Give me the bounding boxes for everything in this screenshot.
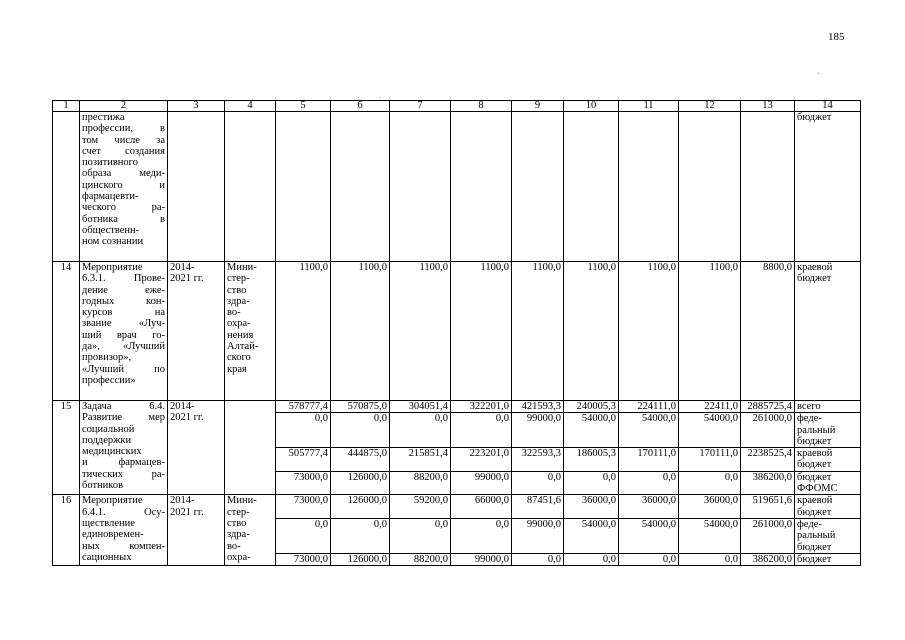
value-cell: 261000,0 [741,518,795,553]
value-cell: 22411,0 [679,401,741,413]
column-header: 3 [168,101,225,112]
cell-line: феде- [797,413,822,425]
cell-line: всего [797,401,821,412]
source-cell [795,413,861,448]
cell-line: охра- [227,318,251,330]
cell-line: здра- [227,295,250,307]
cell-line: ческого ра- [82,202,165,214]
value-cell: 0,0 [619,471,679,495]
value-cell: 223201,0 [451,448,512,472]
cell-line: 2021 гг. [170,506,204,518]
period-cell [168,495,225,566]
value-cell [619,112,679,262]
value-cell: 505777,4 [276,448,331,472]
cell-line: бюджет [797,459,832,471]
cell-line: ществление [82,517,135,529]
cell-line: бюджет [797,553,832,565]
column-header: 13 [741,101,795,112]
column-header: 14 [795,101,861,112]
value-cell: 73000,0 [276,471,331,495]
column-header: 4 [225,101,276,112]
cell-line: тических ра- [82,468,165,480]
cell-line: во- [227,540,241,552]
cell-line: Мероприятие [82,495,143,507]
column-header: 12 [679,101,741,112]
value-cell: 66000,0 [451,495,512,519]
value-cell: 73000,0 [276,495,331,519]
cell-line: позитивного [82,157,138,169]
cell-line: профессии, в [82,123,165,135]
value-cell: 0,0 [512,471,564,495]
source-cell [795,262,861,401]
value-cell: 36000,0 [619,495,679,519]
period-cell [168,112,225,262]
value-cell [331,112,390,262]
value-cell: 0,0 [390,413,451,448]
value-cell: 0,0 [512,553,564,565]
cell-line: Алтай- [227,341,259,353]
value-cell: 73000,0 [276,553,331,565]
cell-line: профессии» [82,374,136,386]
cell-line: 2014- [170,262,195,273]
value-cell [679,112,741,262]
value-cell: 0,0 [451,518,512,553]
value-cell: 54000,0 [619,518,679,553]
value-cell: 88200,0 [390,553,451,565]
value-cell: 1100,0 [512,262,564,401]
value-cell: 261000,0 [741,413,795,448]
column-header: 9 [512,101,564,112]
table-row-14 [53,262,861,401]
period-cell [168,401,225,495]
cell-line: бюджет [797,435,832,447]
cell-line: краевой [797,495,833,507]
cell-line: бюджет [797,273,832,285]
value-cell: 99000,0 [512,518,564,553]
value-cell: 36000,0 [679,495,741,519]
cell-line: социальной [82,423,135,435]
value-cell: 54000,0 [564,518,619,553]
value-cell: 444875,0 [331,448,390,472]
cell-line: нения [227,329,254,341]
value-cell: 170111,0 [679,448,741,472]
row-number-cell: 16 [53,495,80,566]
cell-line: ральный [797,530,836,542]
cell-line: краевой [797,448,833,460]
value-cell [512,112,564,262]
cell-line: том числе за [82,134,165,146]
cell-line: Развитие мер [82,412,165,424]
scan-speck: . [380,94,382,100]
page-number: 185 [828,31,845,43]
cell-line: ший врач го- [82,329,165,341]
cell-line: ном сознании [82,236,144,248]
value-cell: 421593,3 [512,401,564,413]
value-cell: 0,0 [390,518,451,553]
value-cell: 0,0 [451,413,512,448]
value-cell: 8800,0 [741,262,795,401]
cell-line: здра- [227,529,250,541]
table-row-15-sub [53,401,861,413]
value-cell: 54000,0 [564,413,619,448]
cell-line: феде- [797,518,822,530]
cell-line: Мини- [227,262,257,273]
row-number-cell: 14 [53,262,80,401]
value-cell: 240005,3 [564,401,619,413]
column-header: 11 [619,101,679,112]
cell-line: бюджет [797,506,832,518]
cell-line: ФФОМС [797,483,838,495]
value-cell: 2238525,4 [741,448,795,472]
value-cell: 126000,0 [331,495,390,519]
value-cell: 54000,0 [619,413,679,448]
cell-line: 6.4.1. Осу- [82,506,165,518]
column-header: 1 [53,101,80,112]
cell-line: 6.3.1. Прове- [82,273,165,285]
value-cell [276,112,331,262]
source-cell [795,495,861,519]
cell-line: стер- [227,506,250,518]
value-cell: 126000,0 [331,471,390,495]
value-cell: 1100,0 [564,262,619,401]
cell-line: годных кон- [82,295,165,307]
column-header: 5 [276,101,331,112]
value-cell: 519651,6 [741,495,795,519]
cell-line: 2021 гг. [170,273,204,285]
value-cell: 1100,0 [331,262,390,401]
value-cell: 0,0 [564,553,619,565]
name-cell [80,495,168,566]
value-cell [390,112,451,262]
cell-line: да», «Лучший [82,341,165,353]
value-cell: 2885725,4 [741,401,795,413]
name-cell [80,112,168,262]
executor-cell [225,401,276,495]
cell-line: бюджет [797,471,832,483]
cell-line: краевой [797,262,833,273]
value-cell: 186005,3 [564,448,619,472]
row-number-cell [53,112,80,262]
cell-line: фармацевти- [82,191,139,203]
value-cell: 54000,0 [679,413,741,448]
name-cell [80,401,168,495]
column-header: 7 [390,101,451,112]
cell-line: медицинских [82,446,142,458]
value-cell: 59200,0 [390,495,451,519]
column-header: 2 [80,101,168,112]
value-cell: 126000,0 [331,553,390,565]
cell-line: поддержки [82,434,132,446]
cell-line: единовремен- [82,529,144,541]
value-cell: 170111,0 [619,448,679,472]
value-cell: 570875,0 [331,401,390,413]
source-cell [795,401,861,413]
column-header: 6 [331,101,390,112]
cell-line: ботников [82,480,124,492]
cell-line: охра- [227,551,251,563]
cell-line: счет создания [82,145,165,157]
cell-line: 2021 гг. [170,412,204,424]
cell-line: курсов на [82,307,165,319]
value-cell: 1100,0 [451,262,512,401]
value-cell: 0,0 [331,413,390,448]
value-cell [564,112,619,262]
cell-line: Мероприятие [82,262,143,273]
cell-line: края [227,363,247,375]
value-cell: 215851,4 [390,448,451,472]
row-number-cell: 15 [53,401,80,495]
source-cell: бюджет [795,112,861,262]
cell-line: ботника в [82,213,165,225]
source-cell [795,448,861,472]
column-header: 10 [564,101,619,112]
value-cell: 386200,0 [741,471,795,495]
value-cell: 99000,0 [512,413,564,448]
cell-line: ство [227,517,247,529]
value-cell: 0,0 [331,518,390,553]
scan-speck: . [818,70,820,76]
value-cell: 322201,0 [451,401,512,413]
value-cell: 0,0 [619,553,679,565]
source-cell [795,553,861,565]
cell-line: «Лучший по [82,363,165,375]
value-cell: 99000,0 [451,471,512,495]
executor-cell [225,495,276,566]
cell-line: ство [227,284,247,296]
value-cell: 0,0 [679,471,741,495]
cell-line: звание «Луч- [82,318,165,330]
cell-line: сационных [82,551,132,563]
table-row-16-sub [53,495,861,519]
value-cell: 1100,0 [679,262,741,401]
executor-cell [225,112,276,262]
name-cell [80,262,168,401]
value-cell: 386200,0 [741,553,795,565]
cell-line: провизор», [82,352,132,364]
value-cell: 1100,0 [390,262,451,401]
value-cell: 1100,0 [276,262,331,401]
cell-line: ных компен- [82,540,165,552]
value-cell: 99000,0 [451,553,512,565]
period-cell [168,262,225,401]
cell-line: бюджет [797,541,832,553]
executor-cell [225,262,276,401]
value-cell: 0,0 [276,518,331,553]
cell-line: во- [227,307,241,319]
source-cell [795,471,861,495]
value-cell: 304051,4 [390,401,451,413]
value-cell: 224111,0 [619,401,679,413]
cell-line: цинского и [82,179,165,191]
cell-line: дение еже- [82,284,165,296]
cell-line: стер- [227,273,250,285]
cell-line: Мини- [227,495,257,507]
source-cell [795,518,861,553]
value-cell: 0,0 [679,553,741,565]
value-cell: 0,0 [564,471,619,495]
cell-line: и фармацев- [82,457,165,469]
cell-line: Задача 6.4. [82,401,165,412]
value-cell: 0,0 [276,413,331,448]
value-cell: 87451,6 [512,495,564,519]
column-header: 8 [451,101,512,112]
value-cell [741,112,795,262]
cell-line: образа меди- [82,168,165,180]
cell-line: общественн- [82,224,140,236]
table-row-continuation [53,112,861,262]
value-cell: 322593,3 [512,448,564,472]
value-cell [451,112,512,262]
value-cell: 54000,0 [679,518,741,553]
value-cell: 1100,0 [619,262,679,401]
value-cell: 88200,0 [390,471,451,495]
program-table [52,100,861,566]
value-cell: 36000,0 [564,495,619,519]
cell-line: ральный [797,424,836,436]
cell-line: 2014- [170,401,195,412]
value-cell: 578777,4 [276,401,331,413]
cell-line: ского [227,352,251,364]
header-row [53,101,861,112]
cell-line: 2014- [170,495,195,507]
cell-line: престижа [82,112,125,123]
